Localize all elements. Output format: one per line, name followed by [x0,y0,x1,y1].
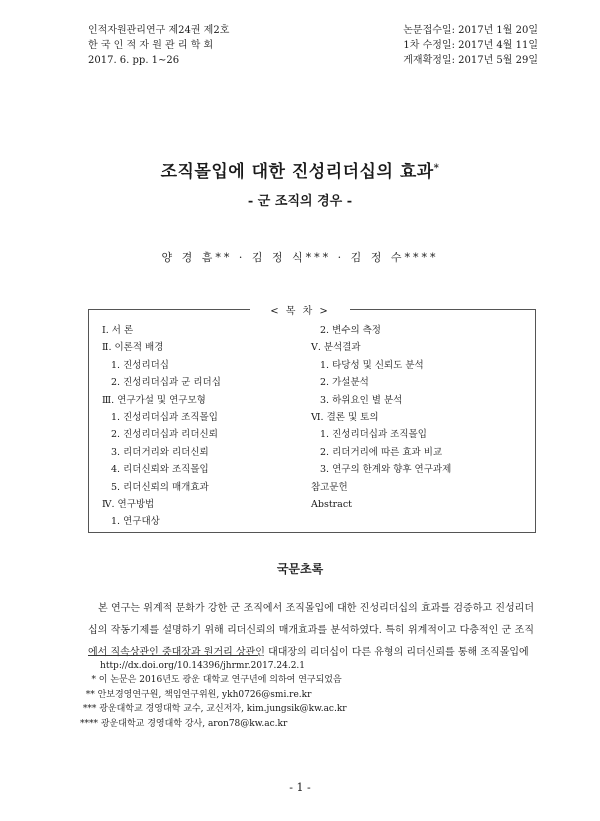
toc-item: 1. 타당성 및 신뢰도 분석 [320,359,424,371]
received-date: 논문접수일: 2017년 1월 20일 [403,25,538,36]
toc-item: 1. 진성리더십 [111,359,169,371]
toc-right-column [311,322,531,513]
toc-item: Ⅲ. 연구가설 및 연구모형 [102,394,206,406]
footnote: **** 광운대학교 경영대학 강사, aron78@kw.ac.kr [80,718,288,729]
toc-item: 2. 리더거리에 따른 효과 비교 [320,446,443,458]
footnote: ** 안보경영연구원, 책임연구위원, ykh0726@smi.re.kr [80,689,312,700]
toc-item: 4. 리더신뢰와 조직몰입 [111,464,209,476]
journal-name: 인적자원관리연구 제24권 제2호 [88,25,230,36]
toc-item: 3. 연구의 한계와 향후 연구과제 [320,464,452,476]
society-name: 한 국 인 적 자 원 관 리 학 회 [88,40,214,51]
toc-item: 3. 리더거리와 리더신뢰 [111,446,209,458]
toc-item: 2. 가설분석 [320,377,369,389]
toc-item: Abstract [311,499,352,511]
abstract-title: 국문초록 [276,562,324,576]
toc-item: Ⅰ. 서 론 [102,325,134,336]
journal-info [88,23,229,68]
toc-item: 1. 진성리더십과 조직몰입 [111,412,218,424]
toc-item: 3. 하위요인 별 분석 [320,394,403,406]
toc-left-column [102,322,302,531]
toc-item: Ⅵ. 결론 및 토의 [311,412,379,424]
toc-item: Ⅳ. 연구방법 [102,499,155,511]
footnote: http://dx.doi.org/10.14396/jhrmr.2017.24.2.1 [80,661,306,671]
toc-item: 1. 연구대상 [111,516,160,528]
abstract-body: 본 연구는 위계적 문화가 강한 군 조직에서 조직몰입에 대한 진성리더십의 효과를 검증하고 진성리더십의 작동기제를 설명하기 위해 리더신뢰의 매개효과를 분석하였다. 특히 위계적이고 다층적인 군 조직에서 직속상관인 중대장과 원거리 상관인 대대장의 리더십이 다른 유형의 리더신뢰를 통해 조직몰입에 [88,603,534,658]
page-number: - 1 - [289,781,311,794]
issue-pages: 2017. 6. pp. 1∼26 [88,55,180,66]
revised-date: 1차 수정일: 2017년 4월 11일 [403,40,538,51]
paper-title: 조직몰입에 대한 진성리더십의 효과* [160,162,440,182]
accepted-date: 게재확정일: 2017년 5월 29일 [403,55,538,66]
footnote-divider [88,655,258,656]
paper-subtitle: - 군 조직의 경우 - [247,194,353,209]
title-footnote-mark: * [433,163,440,174]
toc-title: < 목 차 > [250,302,350,317]
toc-item: 2. 변수의 측정 [320,325,381,336]
footnotes [80,659,347,731]
toc-item: 2. 진성리더십과 군 리더십 [111,377,221,389]
toc-item: 참고문헌 [311,481,348,493]
toc-item: Ⅴ. 분석결과 [311,342,361,354]
author-list: 양 경 흠** · 김 정 식*** · 김 정 수**** [161,251,439,264]
toc-item: 5. 리더신뢰의 매개효과 [111,481,209,493]
toc-item: 2. 진성리더십과 리더신뢰 [111,429,218,441]
footnote: *** 광운대학교 경영대학 교수, 교신저자, kim.jungsik@kw.ac.kr [80,704,347,715]
footnote: * 이 논문은 2016년도 광운 대학교 연구년에 의하여 연구되었음 [80,675,342,686]
submission-dates [403,23,538,68]
toc-item: Ⅱ. 이론적 배경 [102,342,164,354]
toc-item: 1. 진성리더십과 조직몰입 [320,429,427,441]
